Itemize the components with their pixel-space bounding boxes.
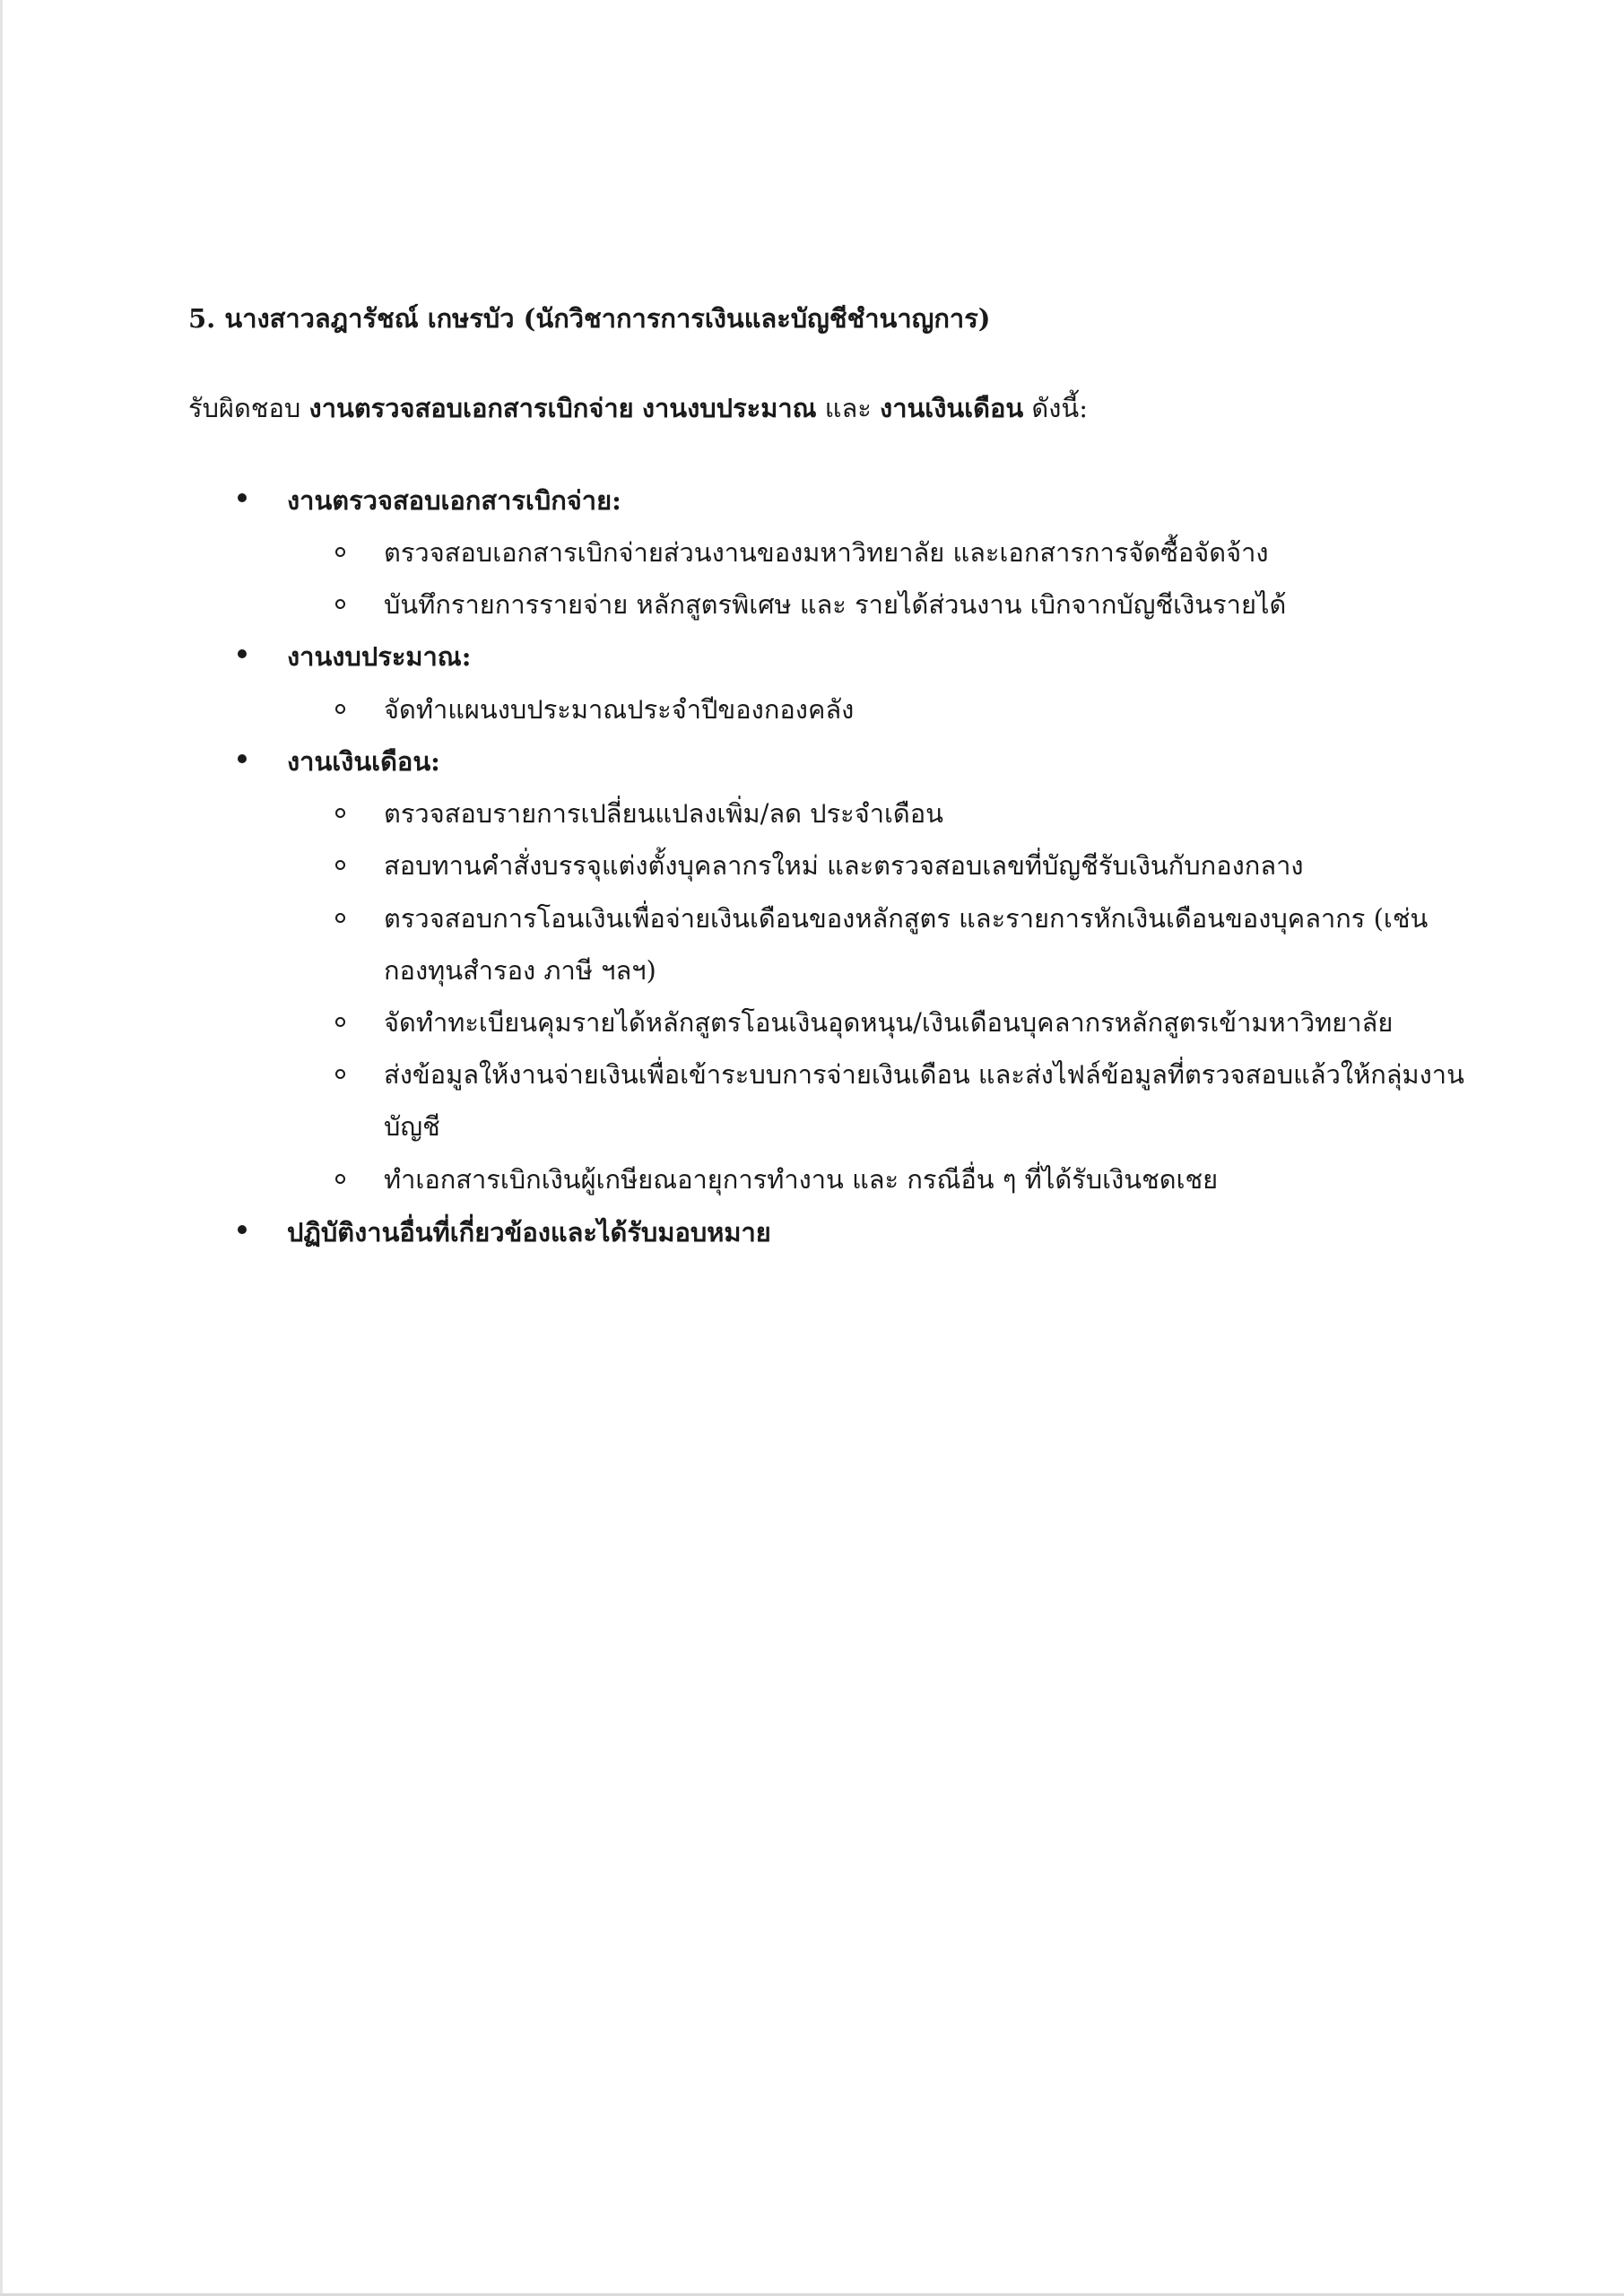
- sub-bullet-circle: [335, 599, 345, 609]
- bullet-dot: [238, 1225, 247, 1234]
- responsibility-intro: [188, 387, 1088, 429]
- intro-prefix: รับผิดชอบ: [188, 393, 309, 423]
- sub-bullet-circle: [335, 808, 345, 818]
- intro-sep-2: และ: [816, 393, 881, 423]
- section-heading: 5. นางสาวลฎารัชณ์ เกษรบัว (นักวิชาการการเงินและบัญชีชำนาญการ): [188, 303, 991, 334]
- duty-section-title: งานงบประมาณ:: [287, 641, 472, 672]
- duty-item: จัดทำทะเบียนคุมรายได้หลักสูตรโอนเงินอุดหนุน/เงินเดือนบุคลากรหลักสูตรเข้ามหาวิทยาลัย: [384, 1007, 1394, 1038]
- duty-section-title: งานตรวจสอบเอกสารเบิกจ่าย:: [287, 485, 621, 516]
- duty-section-title: ปฏิบัติงานอื่นที่เกี่ยวข้องและได้รับมอบหมาย: [287, 1217, 771, 1248]
- duty-section-title: งานเงินเดือน:: [287, 746, 440, 777]
- sub-bullet-circle: [335, 1069, 345, 1079]
- sub-bullet-circle: [335, 1174, 345, 1184]
- intro-duty-1: งานตรวจสอบเอกสารเบิกจ่าย: [308, 393, 634, 423]
- intro-duty-3: งานเงินเดือน: [880, 393, 1024, 423]
- bullet-dot: [238, 754, 247, 763]
- bullet-dot: [238, 493, 247, 502]
- sub-bullet-circle: [335, 547, 345, 557]
- bullet-dot: [238, 649, 247, 658]
- intro-suffix: ดังนี้:: [1023, 393, 1088, 423]
- duty-item: ตรวจสอบรายการเปลี่ยนแปลงเพิ่ม/ลด ประจำเดือน: [384, 798, 943, 829]
- duty-item: ตรวจสอบเอกสารเบิกจ่ายส่วนงานของมหาวิทยาลัย และเอกสารการจัดซื้อจัดจ้าง: [384, 537, 1269, 568]
- intro-sep-1: [634, 393, 642, 423]
- sub-bullet-circle: [335, 860, 345, 870]
- duty-item: บันทึกรายการรายจ่าย หลักสูตรพิเศษ และ รายได้ส่วนงาน เบิกจากบัญชีเงินรายได้: [384, 589, 1287, 620]
- duty-item: จัดทำแผนงบประมาณประจำปีของกองคลัง: [384, 694, 855, 725]
- sub-bullet-circle: [335, 913, 345, 923]
- duty-item: ตรวจสอบการโอนเงินเพื่อจ่ายเงินเดือนของหลักสูตร และรายการหักเงินเดือนของบุคลากร (เช่น: [384, 903, 1429, 934]
- sub-bullet-circle: [335, 1017, 345, 1027]
- duty-item-continuation: บัญชี: [384, 1111, 440, 1142]
- sub-bullet-circle: [335, 704, 345, 714]
- intro-duty-2: งานงบประมาณ: [641, 393, 817, 423]
- duty-item-continuation: กองทุนสำรอง ภาษี ฯลฯ): [384, 955, 656, 986]
- scan-edge-left: [0, 0, 3, 2296]
- duty-item: ส่งข้อมูลให้งานจ่ายเงินเพื่อเข้าระบบการจ่ายเงินเดือน และส่งไฟล์ข้อมูลที่ตรวจสอบแล้วให้กลุ่มงาน: [384, 1059, 1464, 1090]
- duty-item: ทำเอกสารเบิกเงินผู้เกษียณอายุการทำงาน และ กรณีอื่น ๆ ที่ได้รับเงินชดเชย: [384, 1164, 1219, 1195]
- duty-item: สอบทานคำสั่งบรรจุแต่งตั้งบุคลากรใหม่ และตรวจสอบเลขที่บัญชีรับเงินกับกองกลาง: [384, 850, 1304, 881]
